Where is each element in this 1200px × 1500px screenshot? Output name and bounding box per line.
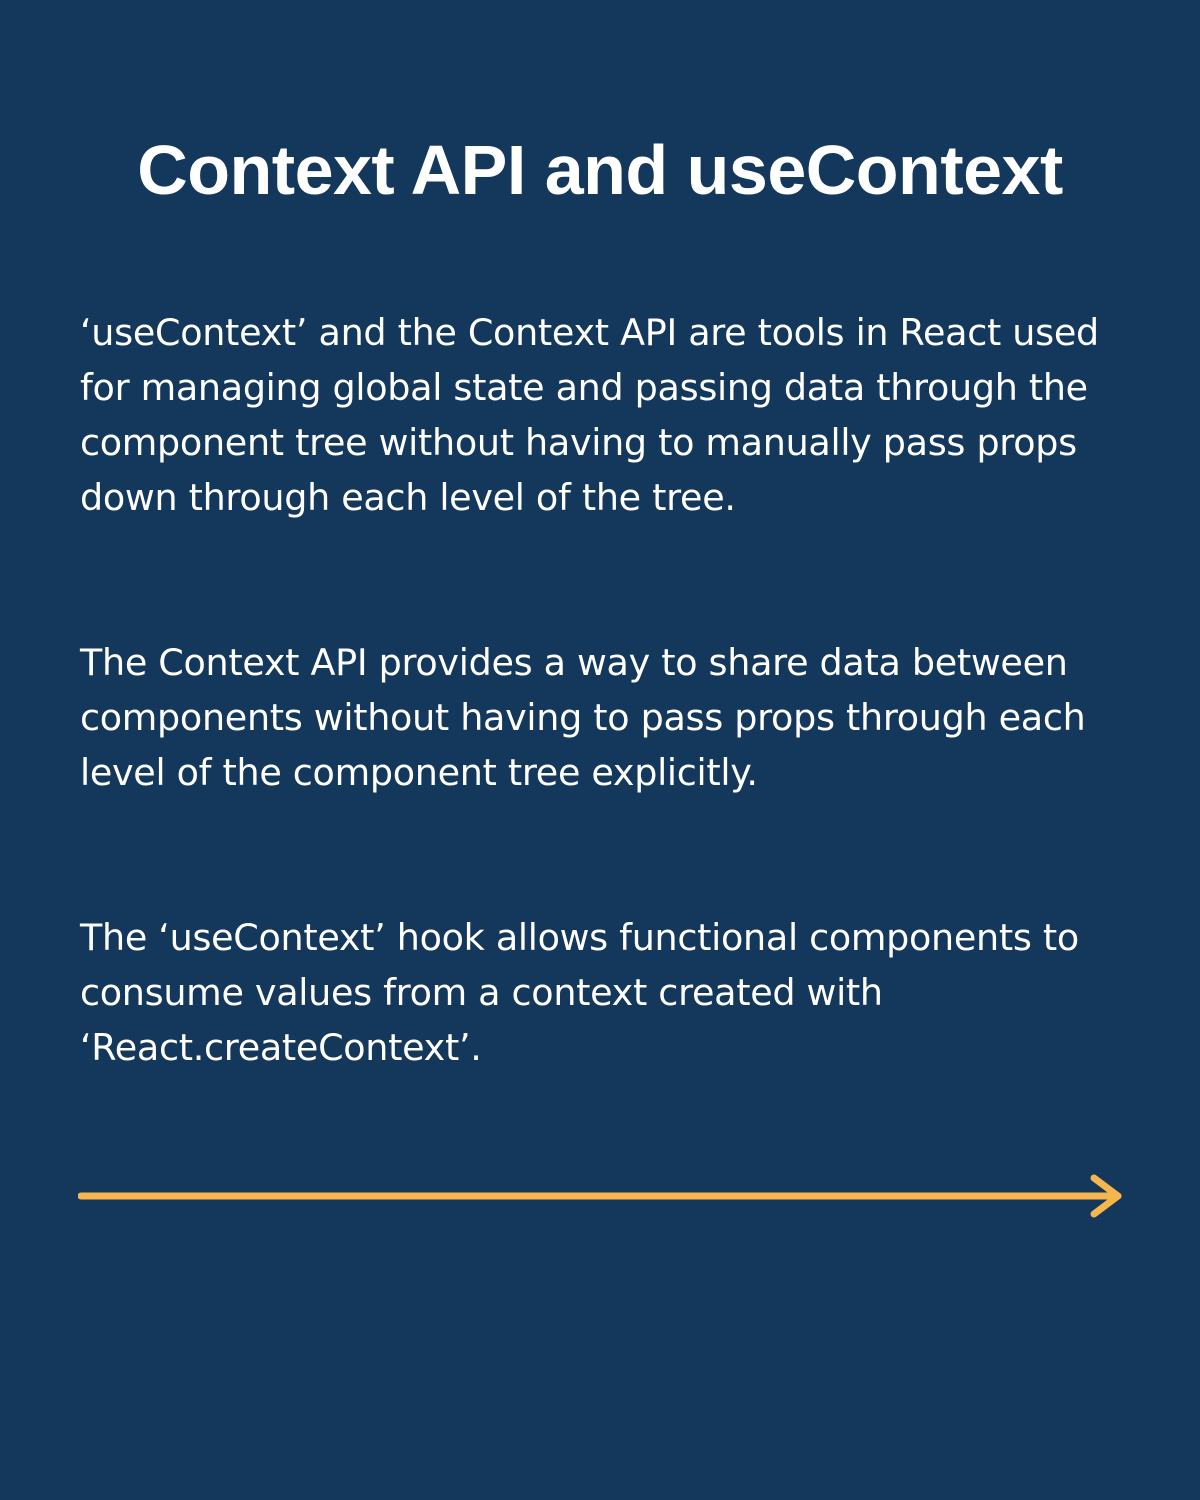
paragraph-intro: ‘useContext’ and the Context API are tools in React used for managing global state and passing data through the component tree without having to manually pass props down through each level of the tree. <box>80 311 1099 519</box>
arrow-right-icon <box>78 1172 1126 1220</box>
paragraph-context-api: The Context API provides a way to share data between components without having to pass props through each level of the component tree explicitly. <box>80 641 1086 794</box>
paragraph-use-context-hook: The ‘useContext’ hook allows functional components to consume values from a context created with ‘React.createContext’. <box>80 916 1079 1069</box>
page-title: Context API and useContext <box>137 131 1063 209</box>
